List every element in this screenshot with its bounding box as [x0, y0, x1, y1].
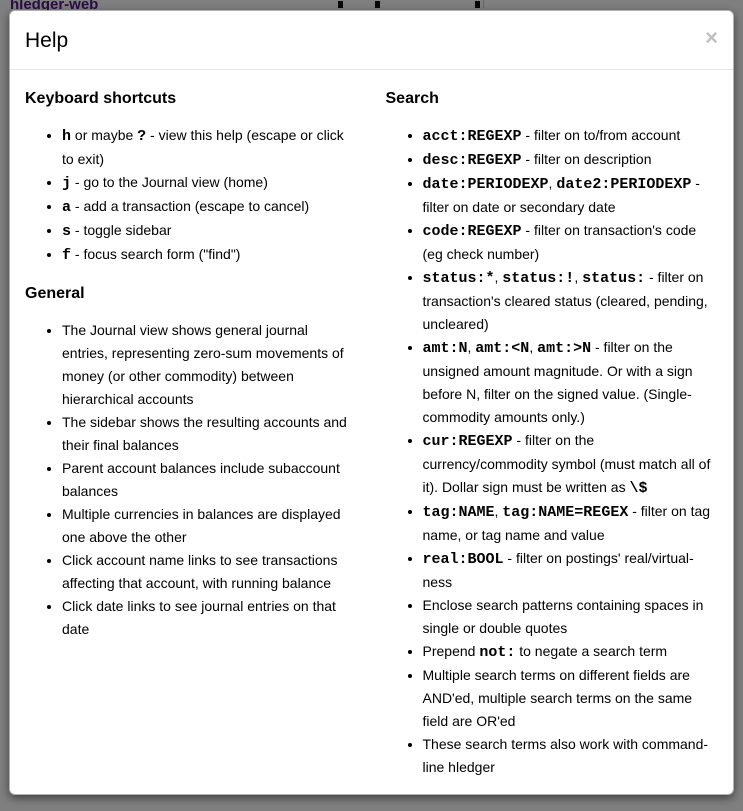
help-item: • real:BOOL - filter on postings' real/virtual-ness — [423, 547, 719, 594]
code-term: s — [62, 223, 72, 240]
code-term: amt:N — [422, 340, 468, 357]
code-term: ? — [137, 128, 147, 145]
help-item: • Click date links to see journal entries on that date — [62, 595, 350, 641]
help-item: • a - add a transaction (escape to cancel) — [62, 195, 350, 219]
help-item: • Parent account balances include subaccount balances — [62, 457, 350, 503]
code-term: j — [62, 175, 72, 192]
help-item: • Multiple currencies in balances are displayed one above the other — [62, 503, 350, 549]
code-term: h — [62, 128, 72, 145]
help-list — [386, 124, 719, 779]
help-item: • s - toggle sidebar — [62, 219, 350, 243]
code-term: amt:<N — [475, 340, 530, 357]
help-item: • Multiple search terms on different fields are AND'ed, multiple search terms on the same field are OR'ed — [423, 664, 719, 733]
code-term: date2:PERIODEXP — [556, 176, 692, 193]
code-term: f — [62, 247, 72, 264]
help-list — [25, 319, 350, 641]
close-button[interactable]: × — [705, 25, 718, 50]
help-item: • tag:NAME, tag:NAME=REGEX - filter on tag name, or tag name and value — [423, 500, 719, 547]
code-term: cur:REGEXP — [422, 433, 513, 450]
right-column — [372, 84, 719, 795]
help-item: • The Journal view shows general journal entries, representing zero-sum movements of money (or other commodity) between hierarchical accounts — [62, 319, 350, 411]
help-item: • These search terms also work with command-line hledger — [423, 733, 719, 779]
code-term: real:BOOL — [422, 551, 504, 568]
help-item: • Prepend not: to negate a search term — [423, 640, 719, 664]
help-item: • The sidebar shows the resulting accounts and their final balances — [62, 411, 350, 457]
section-heading-search: Search — [385, 90, 439, 107]
modal-body — [10, 70, 733, 795]
code-term: date:PERIODEXP — [422, 176, 549, 193]
help-item: • code:REGEXP - filter on transaction's code (eg check number) — [423, 219, 719, 266]
help-modal — [9, 10, 734, 795]
help-item: • h or maybe ? - view this help (escape or click to exit) — [62, 124, 350, 171]
code-term: amt:>N — [537, 340, 592, 357]
section-heading-general: General — [25, 285, 85, 302]
help-item: • j - go to the Journal view (home) — [62, 171, 350, 195]
left-column — [25, 84, 372, 795]
help-item: • Click account name links to see transactions affecting that account, with running balance — [62, 549, 350, 595]
code-term: desc:REGEXP — [422, 152, 522, 169]
help-item: • date:PERIODEXP, date2:PERIODEXP - filter on date or secondary date — [423, 172, 719, 219]
modal-header — [10, 11, 733, 70]
code-term: tag:NAME=REGEX — [502, 504, 629, 521]
code-term: tag:NAME — [422, 504, 495, 521]
help-item: • f - focus search form ("find") — [62, 243, 350, 267]
code-term: status:* — [422, 270, 495, 287]
help-item: • Enclose search patterns containing spaces in single or double quotes — [423, 594, 719, 640]
help-item: • amt:N, amt:<N, amt:>N - filter on the unsigned amount magnitude. Or with a sign before N, filter on the signed value. (Single-commodity amounts only.) — [423, 336, 719, 429]
code-term: \$ — [629, 480, 648, 497]
help-item: • desc:REGEXP - filter on description — [423, 148, 719, 172]
code-term: status: — [582, 270, 646, 287]
code-term: code:REGEXP — [422, 223, 522, 240]
section-heading-keyboard-shortcuts: Keyboard shortcuts — [25, 90, 177, 107]
code-term: acct:REGEXP — [422, 128, 522, 145]
help-list — [25, 124, 350, 267]
code-term: a — [62, 199, 72, 216]
help-item: • acct:REGEXP - filter on to/from account — [423, 124, 719, 148]
code-term: status:! — [502, 270, 575, 287]
code-term: not: — [479, 644, 516, 661]
help-item: • cur:REGEXP - filter on the currency/commodity symbol (must match all of it). Dollar sign must be written as \$ — [423, 429, 719, 500]
modal-title: Help — [25, 29, 69, 52]
help-item: • status:*, status:!, status: - filter on transaction's cleared status (cleared, pending, uncleared) — [423, 266, 719, 336]
